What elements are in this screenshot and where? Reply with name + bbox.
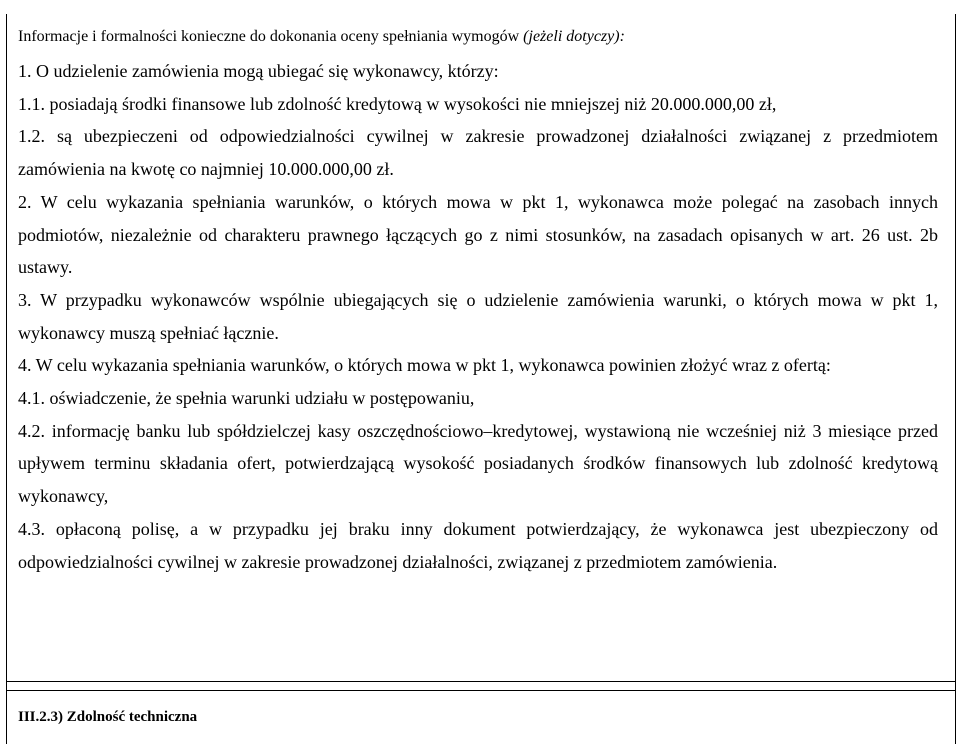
- section-divider-top: [6, 681, 956, 682]
- paragraph-1: 1. O udzielenie zamówienia mogą ubiegać się wykonawcy, którzy:: [18, 61, 499, 81]
- paragraph-1-2: 1.2. są ubezpieczeni od odpowiedzialności cywilnej w zakresie prowadzonej działalności związanej z przedmiotem zamówienia na kwotę co najmniej 10.000.000,00 zł.: [18, 126, 938, 180]
- document-content: [18, 27, 938, 578]
- paragraph-1-1: 1.1. posiadają środki finansowe lub zdolność kredytową w wysokości nie mniejszej niż 20.000.000,00 zł,: [18, 93, 777, 114]
- section-heading: III.2.3) Zdolność techniczna: [18, 709, 198, 725]
- paragraph-4-3: 4.3. opłaconą polisę, a w przypadku jej braku inny dokument potwierdzający, że wykonawca jest ubezpieczony od odpowiedzialności cywilnej w zakresie prowadzonej działalności, związanej z przedmiotem zamówienia.: [18, 518, 938, 572]
- intro-emphasis: (jeżeli dotyczy):: [523, 28, 625, 45]
- intro-text: Informacje i formalności konieczne do dokonania oceny spełniania wymogów: [18, 28, 524, 45]
- section-divider-bottom: [6, 690, 956, 691]
- paragraph-4-1: 4.1. oświadczenie, że spełnia warunki udziału w postępowaniu,: [18, 388, 475, 409]
- paragraph-2: 2. W celu wykazania spełniania warunków, o których mowa w pkt 1, wykonawca może polegać na zasobach innych podmiotów, niezależnie od charakteru prawnego łączących go z nimi stosunków, na zasadach opisanych w art. 26 ust. 2b ustawy.: [18, 191, 938, 278]
- paragraph-3: 3. W przypadku wykonawców wspólnie ubiegających się o udzielenie zamówienia warunki, o których mowa w pkt 1, wykonawcy muszą spełniać łącznie.: [18, 289, 938, 343]
- paragraph-4: 4. W celu wykazania spełniania warunków, o których mowa w pkt 1, wykonawca powinien złożyć wraz z ofertą:: [18, 355, 831, 376]
- paragraph-4-2: 4.2. informację banku lub spółdzielczej kasy oszczędnościowo–kredytowej, wystawioną nie wcześniej niż 3 miesiące przed upływem terminu składania ofert, potwierdzającą wysokość posiadanych środków finansowych lub zdolność kredytową wykonawcy,: [18, 420, 938, 507]
- intro-line: [18, 27, 938, 47]
- conditions-body: [18, 55, 938, 578]
